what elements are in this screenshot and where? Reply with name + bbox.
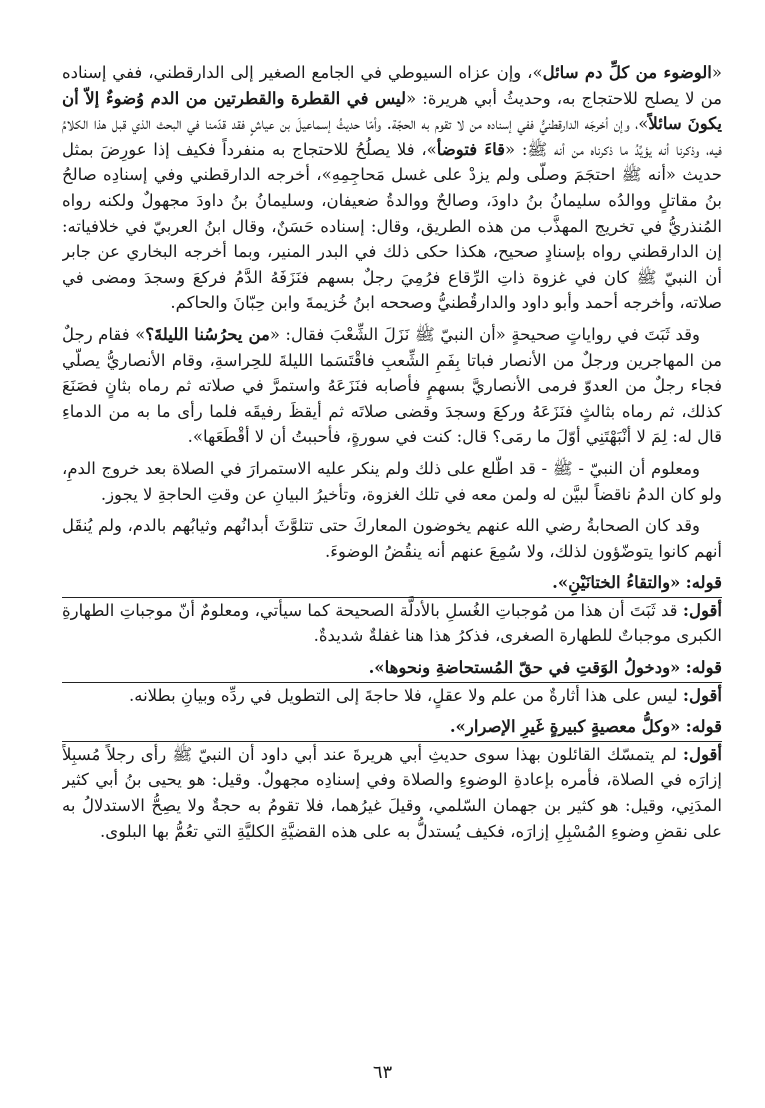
- qawl-label: قوله:: [685, 658, 722, 678]
- text-run: »، فلا يصلُحُ للاحتجاج به منفرداً فكيف إذا عورِضَ بمثل حديث «أنه ﷺ احتجَمَ وصلّى ولم يزدْ على غسل مَحاجِمِهِ»، أخرجه الدارقطني وفي إسنادِه صالحُ بنُ مقاتلٍ ووالدُه سليمانُ بنُ داودَ، وصالحٌ ووالدةُ ضعيفان، وسليمانُ بنُ داودَ مجهولٌ ولكنه رواه المُنذريُّ في تخريج المهذَّب من هذه الطريق، وقال: إسناده حَسَنٌ، وقال ابنُ العربيّ في خلافياته: إن الدارقطني رواه بإسنادٍ صحيح، هكذا حكى ذلك في البدر المنير، وبما أخرجه البخاري عن جابر أن النبيّ ﷺ كان في غزوة ذاتِ الرِّقاع فرُمِيَ رجلٌ بسهم فنَزَفَهُ الدَّمُ فركعَ وسجدَ ومضى في صلاته، وأخرجه أحمد وأبو داود والدارقُطنيُّ وصححه ابنُ خُزيمةَ وابن حِبّانَ والحاكم.: [62, 139, 722, 313]
- paragraph-prophet-knew: ومعلوم أن النبيّ - ﷺ - قد اطّلع على ذلك ولم ينكر عليه الاستمرارَ في الصلاة بعد خروج الدمِ، ولو كان الدمُ ناقضاً لبيَّن له ولمن معه في تلك الغزوة، وتأخيرُ البيانِ عن وقتِ الحاجةِ لا يجوز.: [62, 458, 722, 504]
- aqul-label: أقول:: [682, 685, 722, 705]
- qawl-line: [62, 655, 722, 681]
- text-run: »، وإن عزاه السيوطي في الجامع الصغير إلى الدارقطني، ففي إسناده من لا يصلح للاحتجاج به، وحديثُ أبي هريرة: «: [62, 63, 722, 108]
- qawl-label: قوله:: [685, 573, 722, 593]
- text-run: » فقام رجلٌ من المهاجرين ورجلٌ من الأنصار فباتا بِفَمِ الشِّعبِ فاقْتَسَما الليلةَ للحِراسةِ، وقام الأنصاريُّ يصلّي فجاء رجلٌ من العدوّ فرمى الأنصاريَّ بسهمٍ فأصابه فنَزَعَهُ واستمرَّ في صلاته ثم رماه بثانٍ فصَنَعَ كذلك، ثم رماه بثالثٍ فنَزَعَهُ وركعَ وسجدَ وقضى صلاتَه ثم أيقظَ رفيقَه فلما رأى ما به من الدماءِ قال له: لِمَ لا أنْبَهْتَنِي أوّلَ ما رمَى؟ قال: كنت في سورةٍ، فأحببتُ أن لا أقْطَعَها».: [62, 324, 722, 447]
- aqul-paragraph: [62, 742, 722, 844]
- paragraph-hadith-blood: [62, 60, 722, 316]
- text-run: »، وإن أخرجَه الدارقطنيُّ ففي إسناده من لا تقوم به الحجّة. وأمّا حديثُ إسماعيلَ بن عياشٍ فقد قدّمنا في البحث الذي قبل هذا الكلامُ فيه، وذكرنا أنه يؤيِّدُ ما ذكرناه من أنه ﷺ: «: [62, 114, 722, 159]
- qawl-label: قوله:: [685, 717, 722, 737]
- page-body: [62, 60, 722, 1050]
- paragraph-shib-guard: [62, 322, 722, 450]
- qawl-line: [62, 570, 722, 596]
- hadith-quote: ليس في القطرة والقطرتين من الدم وُضوءٌ إلاّ أن يكونَ سائلاً: [62, 88, 722, 134]
- page-number: ٦٣: [372, 1062, 393, 1083]
- qawl-text: «ودخولُ الوَقتِ في حقّ المُستحاضةِ ونحوها».: [368, 658, 681, 678]
- aqul-text: ليس على هذا أثارةٌ من علم ولا عقلٍ، فلا حاجةَ إلى التطويل في ردِّه وبيانِ بطلانه.: [129, 685, 678, 705]
- qawl-text: «وكلُّ معصيةٍ كبيرةٍ غَيرِ الإصرار».: [449, 717, 681, 737]
- aqul-label: أقول:: [682, 744, 722, 764]
- qawl-line: [62, 714, 722, 740]
- hadith-quote: قاءَ فتوضأ: [436, 139, 506, 159]
- hadith-quote: الوضوء من كلِّ دم سائل: [542, 63, 712, 82]
- aqul-label: أقول:: [682, 600, 722, 620]
- aqul-text: قد ثَبَتَ أن هذا من مُوجباتِ الغُسلِ بالأدلَّة الصحيحة كما سيأتي، ومعلومٌ أنّ موجباتِ الطهارةِ الكبرى موجباتٌ للطهارة الصغرى، فذكرُ هذا هنا غفلةٌ شديدةٌ.: [62, 600, 722, 646]
- text-run: «: [711, 63, 722, 82]
- aqul-paragraph: [62, 598, 722, 649]
- qawl-text: «والتقاءُ الختانَيْنِ».: [552, 573, 681, 593]
- aqul-paragraph: [62, 683, 722, 709]
- paragraph-companions: وقد كان الصحابةُ رضي الله عنهم يخوضون المعاركَ حتى تتلوَّثَ أبدانُهم وثيابُهم بالدم، ولم يُنقَل أنهم كانوا يتوضّؤون لذلك، ولا سُمِعَ عنهم أنه ينقُضُ الوضوءَ.: [62, 516, 722, 561]
- aqul-text: لم يتمسّك القائلون بهذا سوى حديثِ أبي هريرةَ عند أبي داود أن النبيّ ﷺ رأى رجلاً مُسبِلاً إزارَه في الصلاة، فأمره بإعادةِ الوضوءِ والصلاة وفي إسنادِه مجهولٌ. وقيل: هو يحيى بنُ أبي كثير المدَنِي، وقيل: هو كثير بن جهمان السّلمي، وقيلَ غيرُهما، فلا تقومُ به حجةٌ ولا يصِحُّ الاستدلالُ به على نقضِ وضوءِ المُسْبِلِ إزارَه، فكيف يُستدلُّ به على هذه القضيَّةِ الكليَّةِ التي تعُمُّ بها البلوى.: [62, 744, 722, 841]
- hadith-quote: من يحرُسُنا الليلةَ؟: [145, 324, 270, 344]
- text-run: وقد ثَبَتَ في رواياتٍ صحيحةٍ «أن النبيّ ﷺ نَزَلَ الشِّعْبَ فقال: «: [269, 324, 700, 344]
